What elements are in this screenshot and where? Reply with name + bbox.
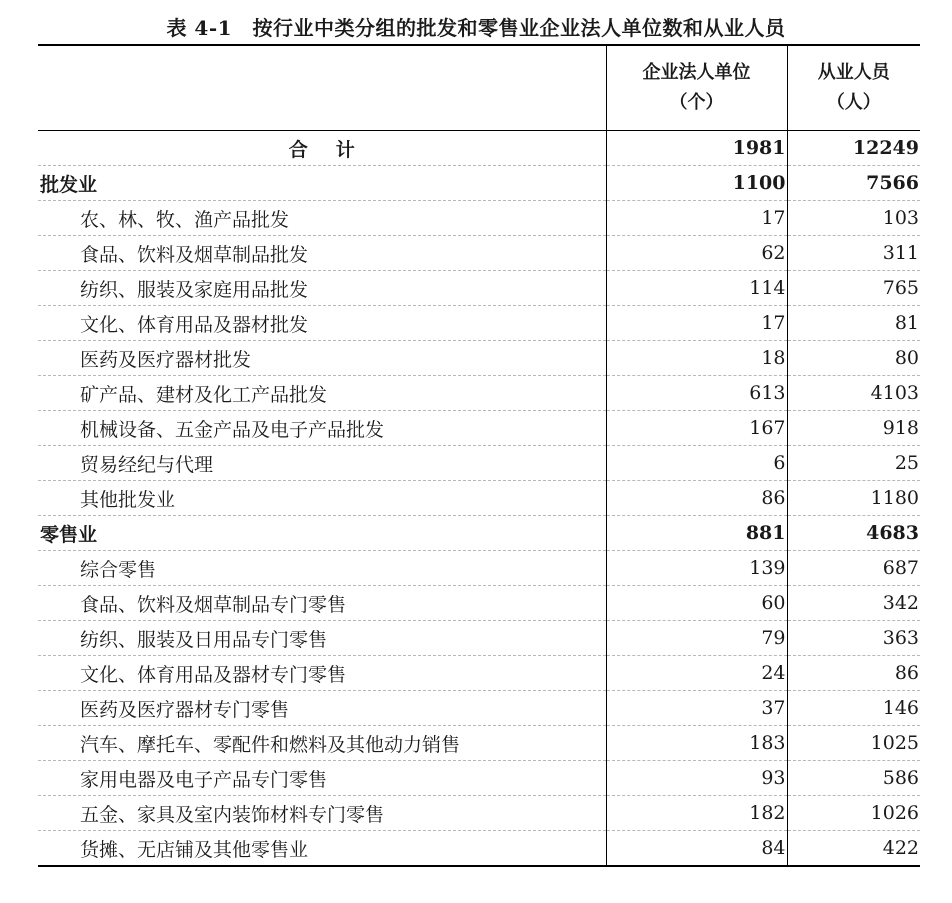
row-units: 182 xyxy=(606,796,787,831)
table-row xyxy=(38,411,920,446)
row-staff: 80 xyxy=(787,341,920,376)
row-label: 医药及医疗器材批发 xyxy=(38,341,606,376)
table-title: 表 4-1 按行业中类分组的批发和零售业企业法人单位数和从业人员 xyxy=(166,16,786,40)
row-staff: 146 xyxy=(787,691,920,726)
table-row xyxy=(38,621,920,656)
row-label: 机械设备、五金产品及电子产品批发 xyxy=(38,411,606,446)
row-label: 矿产品、建材及化工产品批发 xyxy=(38,376,606,411)
row-staff: 363 xyxy=(787,621,920,656)
category-staff: 7566 xyxy=(787,166,920,201)
header-staff-label: 从业人员 xyxy=(817,62,890,83)
row-label: 货摊、无店铺及其他零售业 xyxy=(80,838,309,861)
total-label: 合计 xyxy=(38,131,606,166)
row-units: 62 xyxy=(606,236,787,271)
table-row xyxy=(38,271,920,306)
row-units: 114 xyxy=(606,271,787,306)
row-label: 汽车、摩托车、零配件和燃料及其他动力销售 xyxy=(38,726,606,761)
row-label: 医药及医疗器材专门零售 xyxy=(38,691,606,726)
row-label: 文化、体育用品及器材专门零售 xyxy=(38,656,606,691)
row-staff: 342 xyxy=(787,586,920,621)
row-staff: 918 xyxy=(787,411,920,446)
row-units: 18 xyxy=(606,341,787,376)
category-label: 零售业 xyxy=(38,516,606,551)
row-label: 文化、体育用品及器材批发 xyxy=(38,306,606,341)
row-units: 84 xyxy=(606,831,787,867)
row-units: 37 xyxy=(606,691,787,726)
row-label: 贸易经纪与代理 xyxy=(38,446,606,481)
row-units: 183 xyxy=(606,726,787,761)
header-units xyxy=(606,45,787,131)
row-label: 纺织、服装及日用品专门零售 xyxy=(38,621,606,656)
table-body xyxy=(38,131,920,867)
category-label: 批发业 xyxy=(38,166,606,201)
row-units: 60 xyxy=(606,586,787,621)
category-staff: 4683 xyxy=(787,516,920,551)
header-units-label: 企业法人单位 xyxy=(642,62,751,83)
category-row-wholesale xyxy=(38,166,920,201)
row-label: 食品、饮料及烟草制品专门零售 xyxy=(38,586,606,621)
table-row xyxy=(38,236,920,271)
row-units: 79 xyxy=(606,621,787,656)
table-row xyxy=(38,341,920,376)
table-row xyxy=(38,761,920,796)
total-staff: 12249 xyxy=(787,131,920,166)
table-row xyxy=(38,796,920,831)
header-units-unit: （个） xyxy=(669,92,724,113)
row-units: 613 xyxy=(606,376,787,411)
row-label: 其他批发业 xyxy=(38,481,606,516)
category-row-retail xyxy=(38,516,920,551)
row-staff: 422 xyxy=(787,831,920,867)
row-staff: 86 xyxy=(787,656,920,691)
row-units: 24 xyxy=(606,656,787,691)
row-units: 167 xyxy=(606,411,787,446)
row-label: 综合零售 xyxy=(38,551,606,586)
row-staff: 765 xyxy=(787,271,920,306)
table-row xyxy=(38,446,920,481)
table-row xyxy=(38,586,920,621)
row-label: 纺织、服装及家庭用品批发 xyxy=(38,271,606,306)
row-label: 五金、家具及室内装饰材料专门零售 xyxy=(38,796,606,831)
table-row xyxy=(38,201,920,236)
row-units: 93 xyxy=(606,761,787,796)
row-units: 6 xyxy=(606,446,787,481)
table-row xyxy=(38,376,920,411)
row-label: 食品、饮料及烟草制品批发 xyxy=(38,236,606,271)
table-row xyxy=(38,481,920,516)
row-staff: 586 xyxy=(787,761,920,796)
row-staff: 687 xyxy=(787,551,920,586)
row-staff: 25 xyxy=(787,446,920,481)
table-row xyxy=(38,831,920,867)
row-staff: 4103 xyxy=(787,376,920,411)
row-label: 家用电器及电子产品专门零售 xyxy=(38,761,606,796)
statistics-table xyxy=(38,44,920,867)
row-staff: 81 xyxy=(787,306,920,341)
header-row xyxy=(38,45,920,131)
total-row xyxy=(38,131,920,166)
row-staff: 1180 xyxy=(787,481,920,516)
table-row xyxy=(38,656,920,691)
row-staff: 1026 xyxy=(787,796,920,831)
table-row xyxy=(38,306,920,341)
category-units: 881 xyxy=(606,516,787,551)
row-label: 农、林、牧、渔产品批发 xyxy=(38,201,606,236)
row-units: 86 xyxy=(606,481,787,516)
row-staff: 1025 xyxy=(787,726,920,761)
table-row xyxy=(38,551,920,586)
row-staff: 311 xyxy=(787,236,920,271)
header-staff xyxy=(787,45,920,131)
header-blank-cell xyxy=(38,45,606,131)
row-units: 17 xyxy=(606,306,787,341)
row-units: 139 xyxy=(606,551,787,586)
row-units: 17 xyxy=(606,201,787,236)
table-row xyxy=(38,726,920,761)
category-units: 1100 xyxy=(606,166,787,201)
total-units: 1981 xyxy=(606,131,787,166)
table-row xyxy=(38,691,920,726)
row-staff: 103 xyxy=(787,201,920,236)
header-staff-unit: （人） xyxy=(826,92,881,113)
